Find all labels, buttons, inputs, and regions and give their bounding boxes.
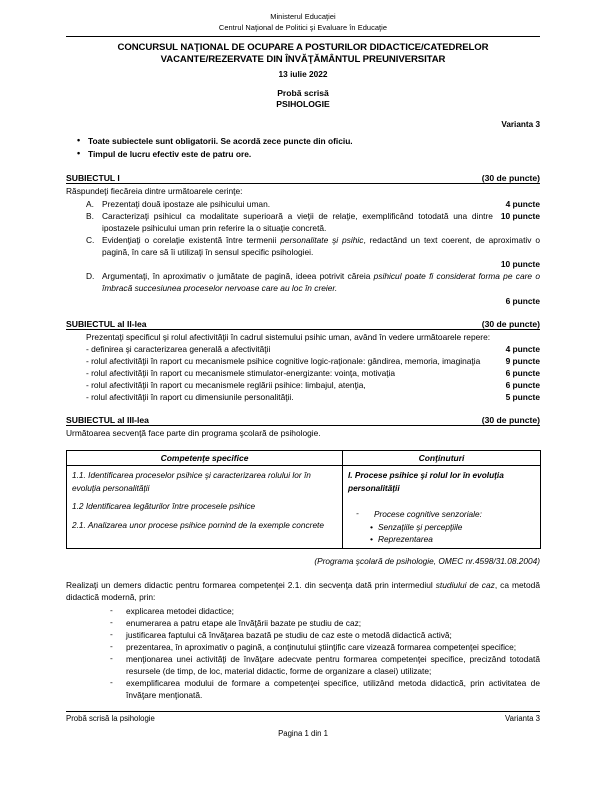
note-item: • Toate subiectele sunt obligatorii. Se acordă zece puncte din oficiu. <box>88 135 540 148</box>
discipline-label: PSIHOLOGIE <box>276 99 330 110</box>
reper-text: - rolul afectivităţii în raport cu dimensiunile personalităţii. <box>86 392 294 403</box>
item-d-emphasis: psihicul poate fi considerat forma pe care o îmbracă succesiunea proceselor nervoase care au loc în creier. <box>102 271 540 294</box>
item-c <box>66 234 540 258</box>
reper-item <box>66 379 540 391</box>
task-item: - justificarea faptului că învăţarea bazată pe studiu de caz este o metodă didactică activă; <box>126 629 540 641</box>
competenta-2-1: 2.1. Analizarea unor procese psihice pornind de la exemple concrete <box>72 519 324 530</box>
subiect-2-lead-text: Prezentaţi specificul şi rolul afectivităţii în cadrul sistemului psihic uman, având în vedere următoarele repere: <box>86 331 491 342</box>
item-c-emphasis: personalitate şi psihic <box>280 235 364 246</box>
item-c-letter: C. <box>86 235 95 246</box>
proba-block <box>66 88 540 111</box>
competenta-1-2: 1.2 Identificarea legăturilor între procesele psihice <box>72 501 256 512</box>
competenta-1-1: 1.1. Identificarea proceselor psihice şi caracterizarea rolului lor în evoluţia personalităţii <box>72 470 311 493</box>
cell-competente <box>67 466 343 549</box>
reper-item <box>66 355 540 367</box>
footer-divider <box>66 711 540 712</box>
footer-left: Probă scrisă la psihologie <box>66 714 155 724</box>
continut-title: I. Procese psihice şi rolul lor în evoluţia personalităţii <box>348 470 504 493</box>
task-requirements <box>66 605 540 702</box>
table-header-continuturi: Conţinuturi <box>343 451 541 466</box>
subiect-2-lead <box>66 331 540 343</box>
subiect-1-items <box>66 198 540 307</box>
item-d-points: 6 puncte <box>505 295 540 306</box>
item-d <box>66 270 540 294</box>
continut-bullet: • Senzaţiile şi percepţiile <box>378 521 535 533</box>
subiect-2-heading <box>66 319 540 330</box>
task-intro-emphasis: studiului de caz <box>435 580 495 591</box>
subiect-1-points: (30 de puncte) <box>481 172 540 183</box>
subiect-3-lead: Următoarea secvenţă face parte din programa şcolară de psihologie. <box>66 428 321 439</box>
continut-bullet: • Reprezentarea <box>378 533 535 545</box>
exam-title-line-1: CONCURSUL NAŢIONAL DE OCUPARE A POSTURILOR DIDACTICE/CATEDRELOR <box>117 42 489 53</box>
task-item: - enumerarea a patru etape ale învăţării bazate pe studiu de caz; <box>126 617 540 629</box>
ministry-line-1: Ministerul Educaţiei <box>270 12 336 21</box>
note-item: • Timpul de lucru efectiv este de patru ore. <box>88 148 540 161</box>
subiect-3-points: (30 de puncte) <box>481 415 540 426</box>
page-content <box>66 12 540 738</box>
task-intro-after: , ca metodă didactică modernă, prin: <box>66 580 540 603</box>
proba-label: Probă scrisă <box>277 87 329 98</box>
item-a-letter: A. <box>86 198 94 209</box>
continut-dash-item: - Procese cognitive senzoriale: <box>348 508 535 520</box>
item-b-points: 10 puncte <box>500 210 540 221</box>
continut-bullets <box>348 521 535 546</box>
subiect-2-points: (30 de puncte) <box>481 318 540 329</box>
footer-right: Varianta 3 <box>505 714 540 724</box>
reper-text: - rolul afectivităţii în raport cu mecanismele psihice cognitive logic-raţionale: gândirea, memoria, imaginaţia <box>86 355 481 366</box>
ministry-line-2: Centrul Naţional de Politici şi Evaluare în Educaţie <box>218 22 388 32</box>
item-c-text-after: , redactând un text coerent, de aproximativ o pagină, în care să îi utilizaţi în sensul specific psihologiei. <box>102 235 540 258</box>
footer <box>66 714 540 723</box>
reper-points: 6 puncte <box>505 367 540 378</box>
exam-notes <box>66 135 540 161</box>
item-b <box>66 210 540 234</box>
subiect-1-heading <box>66 173 540 184</box>
exam-title-line-2: VACANTE/REZERVATE DIN ÎNVĂŢĂMÂNTUL PREUNIVERSITAR <box>160 54 446 66</box>
item-a-text: Prezentaţi două ipostaze ale psihicului uman. <box>102 198 271 209</box>
item-c-text-before: Evidenţiaţi o corelaţie existentă între termenii <box>102 235 281 246</box>
table-header-row <box>67 451 541 466</box>
task-item: - exemplificarea modului de formare a competenţei specifice, utilizând metoda didactică, prin activitatea de învăţare menţionată. <box>126 677 540 701</box>
reper-item <box>66 367 540 379</box>
reper-text: - rolul afectivităţii în raport cu mecanismele stimulator-energizante: voinţa, motivaţia <box>86 367 396 378</box>
subiect-1-label: SUBIECTUL I <box>66 172 120 183</box>
header-divider <box>66 36 540 37</box>
item-a-points: 4 puncte <box>505 198 540 209</box>
table-header-competente: Competenţe specifice <box>67 451 343 466</box>
task-item: - prezentarea, în aproximativ o pagină, a conţinutului ştiinţific care vizează formarea competenţei specifice; <box>126 641 540 653</box>
task-item: - menţionarea unei activităţi de învăţare adecvate pentru formarea competenţei specifice, precizând totodată resursele (de timp, de loc, material didactic, forme de organizare a clasei) utilizate; <box>126 653 540 677</box>
item-a <box>66 198 540 210</box>
reper-item <box>66 343 540 355</box>
item-d-letter: D. <box>86 271 95 282</box>
subiect-2-label: SUBIECTUL al II-lea <box>66 318 147 329</box>
reper-points: 5 puncte <box>505 392 540 403</box>
page-number: Pagina 1 din 1 <box>278 729 328 739</box>
task-item: - explicarea metodei didactice; <box>126 605 540 617</box>
item-b-letter: B. <box>86 210 94 221</box>
table-row <box>67 466 541 549</box>
item-d-text-before: Argumentaţi, în aproximativ o jumătate de pagină, ideea potrivit căreia <box>102 271 374 282</box>
reper-points: 9 puncte <box>505 355 540 366</box>
ministry-header <box>66 12 540 33</box>
subiect-3-heading <box>66 415 540 426</box>
varianta-top: Varianta 3 <box>501 119 540 129</box>
programa-table <box>66 450 541 549</box>
reper-text: - definirea şi caracterizarea generală a afectivităţii <box>86 343 271 354</box>
subiect-3-label: SUBIECTUL al III-lea <box>66 415 149 426</box>
subiect-2-repere <box>66 343 540 403</box>
task-intro-before: Realizaţi un demers didactic pentru formarea competenţei 2.1. din secvenţa dată prin intermediul <box>66 580 436 591</box>
reper-text: - rolul afectivităţii în raport cu mecanismele reglării psihice: limbajul, atenţia, <box>86 380 366 391</box>
reper-item <box>66 391 540 403</box>
task-intro <box>66 579 540 603</box>
item-b-text: Caracterizaţi psihicul ca modalitate superioară a vieţii de relaţie, exemplificând totodată una dintre ipostazele psihicului uman prin referire la o situaţie concretă. <box>102 210 493 233</box>
programa-source: (Programa şcolară de psihologie, OMEC nr.4598/31.08.2004) <box>314 556 540 567</box>
reper-points: 6 puncte <box>505 380 540 391</box>
subiect-1-lead: Răspundeţi fiecăreia dintre următoarele cerinţe: <box>66 185 243 196</box>
reper-points: 4 puncte <box>505 343 540 354</box>
exam-date: 13 iulie 2022 <box>278 68 328 79</box>
item-c-points: 10 puncte <box>500 259 540 270</box>
cell-continuturi <box>343 466 541 549</box>
